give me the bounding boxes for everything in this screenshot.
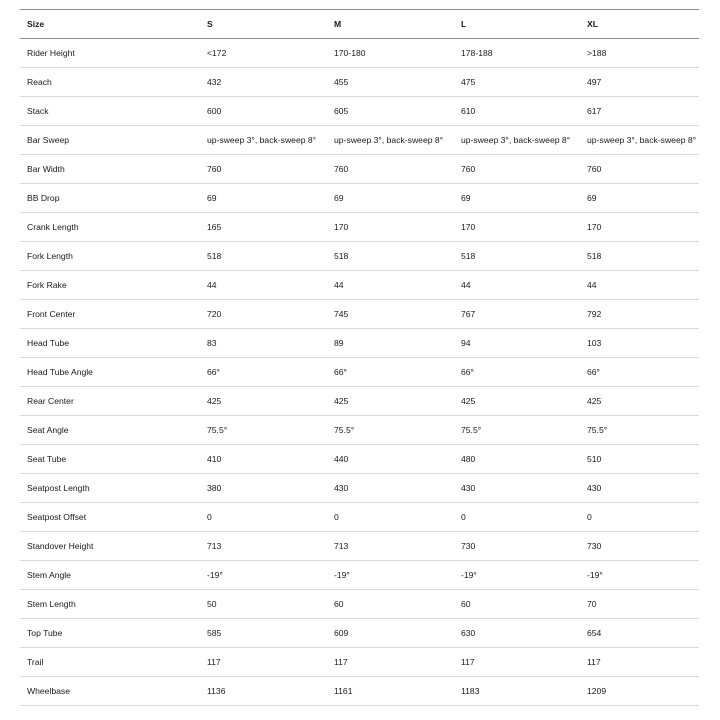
row-label: Top Tube xyxy=(20,619,200,648)
table-cell: 792 xyxy=(580,300,699,329)
table-cell: 44 xyxy=(200,271,327,300)
table-cell: 1136 xyxy=(200,677,327,706)
table-cell: 425 xyxy=(454,387,580,416)
table-cell: 170-180 xyxy=(327,39,454,68)
table-cell: 75.5° xyxy=(454,416,580,445)
table-row xyxy=(20,387,699,416)
row-label: Rider Height xyxy=(20,39,200,68)
table-cell: 94 xyxy=(454,329,580,358)
row-label: Rear Center xyxy=(20,387,200,416)
table-cell: 518 xyxy=(327,242,454,271)
table-cell: 178-188 xyxy=(454,39,580,68)
table-cell: 75.5° xyxy=(200,416,327,445)
row-label: Bar Sweep xyxy=(20,126,200,155)
table-row xyxy=(20,155,699,184)
table-row xyxy=(20,416,699,445)
row-label: Stem Angle xyxy=(20,561,200,590)
row-label: Seatpost Offset xyxy=(20,503,200,532)
table-cell: -19° xyxy=(327,561,454,590)
table-cell: 518 xyxy=(454,242,580,271)
table-cell: 117 xyxy=(327,648,454,677)
table-row xyxy=(20,329,699,358)
table-cell: 170 xyxy=(580,213,699,242)
table-cell: 69 xyxy=(327,184,454,213)
row-label: BB Drop xyxy=(20,184,200,213)
table-cell: 165 xyxy=(200,213,327,242)
table-cell: 1209 xyxy=(580,677,699,706)
row-label: Head Tube xyxy=(20,329,200,358)
table-cell: up-sweep 3°, back-sweep 8° xyxy=(454,126,580,155)
table-cell: 455 xyxy=(327,68,454,97)
table-cell: 518 xyxy=(200,242,327,271)
table-row xyxy=(20,358,699,387)
table-cell: 760 xyxy=(580,155,699,184)
table-row xyxy=(20,677,699,706)
header-m: M xyxy=(327,10,454,39)
header-s: S xyxy=(200,10,327,39)
table-cell: 440 xyxy=(327,445,454,474)
table-row xyxy=(20,474,699,503)
table-cell: 760 xyxy=(200,155,327,184)
table-cell: 0 xyxy=(580,503,699,532)
table-row xyxy=(20,39,699,68)
table-cell: 410 xyxy=(200,445,327,474)
table-cell: 745 xyxy=(327,300,454,329)
table-cell: 605 xyxy=(327,97,454,126)
table-cell: 44 xyxy=(580,271,699,300)
table-cell: 518 xyxy=(580,242,699,271)
table-cell: 170 xyxy=(454,213,580,242)
table-cell: 713 xyxy=(200,532,327,561)
table-cell: 430 xyxy=(327,474,454,503)
table-row xyxy=(20,503,699,532)
table-cell: 0 xyxy=(454,503,580,532)
table-cell: 600 xyxy=(200,97,327,126)
table-row xyxy=(20,590,699,619)
table-cell: 69 xyxy=(200,184,327,213)
table-cell: 69 xyxy=(454,184,580,213)
table-cell: 713 xyxy=(327,532,454,561)
table-cell: 730 xyxy=(580,532,699,561)
table-cell: 497 xyxy=(580,68,699,97)
table-cell: 430 xyxy=(454,474,580,503)
header-row xyxy=(20,10,699,39)
table-row xyxy=(20,648,699,677)
table-cell: -19° xyxy=(200,561,327,590)
table-cell: <172 xyxy=(200,39,327,68)
table-cell: 380 xyxy=(200,474,327,503)
row-label: Front Center xyxy=(20,300,200,329)
table-cell: 83 xyxy=(200,329,327,358)
table-cell: 425 xyxy=(327,387,454,416)
table-cell: 760 xyxy=(454,155,580,184)
row-label: Stack xyxy=(20,97,200,126)
table-cell: 480 xyxy=(454,445,580,474)
table-body xyxy=(20,39,699,706)
table-cell: 50 xyxy=(200,590,327,619)
table-cell: 66° xyxy=(200,358,327,387)
row-label: Fork Rake xyxy=(20,271,200,300)
row-label: Standover Height xyxy=(20,532,200,561)
row-label: Seatpost Length xyxy=(20,474,200,503)
row-label: Crank Length xyxy=(20,213,200,242)
table-cell: 70 xyxy=(580,590,699,619)
row-label: Stem Length xyxy=(20,590,200,619)
table-cell: 610 xyxy=(454,97,580,126)
table-cell: 75.5° xyxy=(580,416,699,445)
row-label: Trail xyxy=(20,648,200,677)
table-cell: 69 xyxy=(580,184,699,213)
table-cell: 44 xyxy=(327,271,454,300)
table-row xyxy=(20,68,699,97)
table-cell: 585 xyxy=(200,619,327,648)
table-cell: 0 xyxy=(200,503,327,532)
row-label: Wheelbase xyxy=(20,677,200,706)
table-cell: 66° xyxy=(580,358,699,387)
table-row xyxy=(20,184,699,213)
table-row xyxy=(20,242,699,271)
table-cell: 60 xyxy=(327,590,454,619)
row-label: Bar Width xyxy=(20,155,200,184)
table-cell: 117 xyxy=(454,648,580,677)
row-label: Seat Tube xyxy=(20,445,200,474)
table-cell: 117 xyxy=(200,648,327,677)
table-cell: up-sweep 3°, back-sweep 8° xyxy=(580,126,699,155)
table-cell: 730 xyxy=(454,532,580,561)
table-cell: 430 xyxy=(580,474,699,503)
table-cell: 60 xyxy=(454,590,580,619)
table-cell: 510 xyxy=(580,445,699,474)
geometry-table xyxy=(20,9,699,706)
table-row xyxy=(20,271,699,300)
table-cell: 425 xyxy=(580,387,699,416)
table-cell: 1161 xyxy=(327,677,454,706)
table-cell: >188 xyxy=(580,39,699,68)
table-cell: 609 xyxy=(327,619,454,648)
row-label: Head Tube Angle xyxy=(20,358,200,387)
row-label: Seat Angle xyxy=(20,416,200,445)
table-cell: 630 xyxy=(454,619,580,648)
row-label: Reach xyxy=(20,68,200,97)
table-cell: up-sweep 3°, back-sweep 8° xyxy=(327,126,454,155)
table-row xyxy=(20,561,699,590)
table-cell: 66° xyxy=(327,358,454,387)
table-cell: 1183 xyxy=(454,677,580,706)
table-cell: 89 xyxy=(327,329,454,358)
table-cell: 75.5° xyxy=(327,416,454,445)
table-cell: 103 xyxy=(580,329,699,358)
table-cell: 44 xyxy=(454,271,580,300)
table-cell: up-sweep 3°, back-sweep 8° xyxy=(200,126,327,155)
table-cell: 767 xyxy=(454,300,580,329)
table-row xyxy=(20,532,699,561)
table-cell: 720 xyxy=(200,300,327,329)
table-row xyxy=(20,300,699,329)
table-row xyxy=(20,619,699,648)
table-cell: 170 xyxy=(327,213,454,242)
header-size: Size xyxy=(20,10,200,39)
table-cell: -19° xyxy=(454,561,580,590)
table-row xyxy=(20,97,699,126)
row-label: Fork Length xyxy=(20,242,200,271)
header-xl: XL xyxy=(580,10,699,39)
table-cell: 475 xyxy=(454,68,580,97)
table-cell: 425 xyxy=(200,387,327,416)
table-row xyxy=(20,445,699,474)
table-cell: 654 xyxy=(580,619,699,648)
header-l: L xyxy=(454,10,580,39)
table-row xyxy=(20,213,699,242)
table-cell: -19° xyxy=(580,561,699,590)
table-cell: 432 xyxy=(200,68,327,97)
table-cell: 617 xyxy=(580,97,699,126)
table-row xyxy=(20,126,699,155)
table-cell: 66° xyxy=(454,358,580,387)
table-cell: 0 xyxy=(327,503,454,532)
table-cell: 117 xyxy=(580,648,699,677)
table-header xyxy=(20,10,699,39)
table-cell: 760 xyxy=(327,155,454,184)
